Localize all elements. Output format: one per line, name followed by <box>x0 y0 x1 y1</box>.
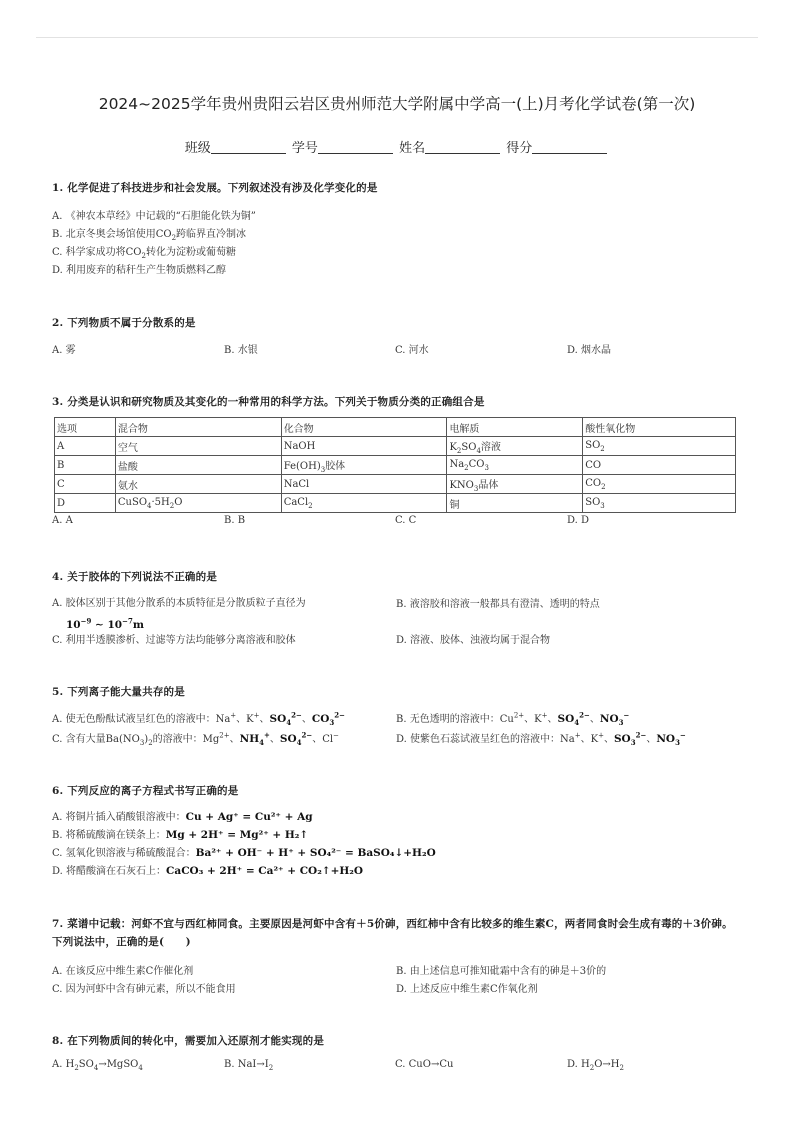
table-cell: $KNO_3$晶体 <box>447 475 583 494</box>
question-4-stem: 4. 关于胶体的下列说法不正确的是 <box>52 571 218 583</box>
question-8-stem: 8. 在下列物质间的转化中，需要加入还原剂才能实现的是 <box>52 1035 325 1047</box>
number-label: 学号 <box>291 141 318 156</box>
question-8-option-d[interactable]: D. $H_2O\to H_2$ <box>567 1059 624 1072</box>
question-3-option-b[interactable]: B. B <box>224 515 246 526</box>
question-2-option-b[interactable]: B. 水银 <box>224 345 258 356</box>
question-8-option-b[interactable]: B. $NaI\to I_2$ <box>224 1059 274 1072</box>
question-8-option-a[interactable]: A. $H_2SO_4\to MgSO_4$ <box>52 1059 143 1072</box>
score-label: 得分 <box>506 141 533 156</box>
question-2-option-d[interactable]: D. 烟水晶 <box>567 345 612 356</box>
question-7-option-b[interactable]: B. 由上述信息可推知砒霜中含有的砷是＋3价的 <box>396 966 607 977</box>
question-3-option-c[interactable]: C. C <box>395 515 417 526</box>
table-cell: $SO_2$ <box>583 437 736 456</box>
table-cell: CaCl$_2$ <box>281 494 447 513</box>
question-3-stem: 3. 分类是认识和研究物质及其变化的一种常用的科学方法。下列关于物质分类的正确组合是 <box>52 396 485 408</box>
question-6-option-c[interactable]: C. 氢氧化钡溶液与稀硫酸混合：Ba²⁺ + OH⁻ + H⁺ + SO₄²⁻ = BaSO₄↓+H₂O <box>52 847 436 859</box>
student-info-line <box>0 137 794 156</box>
table-row <box>55 456 736 475</box>
question-2-option-c[interactable]: C. 河水 <box>395 345 429 356</box>
name-label: 姓名 <box>399 141 426 156</box>
question-6-option-a[interactable]: A. 将铜片插入硝酸银溶液中：Cu + Ag⁺ = Cu²⁺ + Ag <box>52 811 313 823</box>
class-blank[interactable] <box>211 140 286 154</box>
table-cell: 盐酸 <box>115 456 281 475</box>
question-5-stem: 5. 下列离子能大量共存的是 <box>52 686 185 698</box>
table-cell: NaOH <box>281 437 447 456</box>
question-5-option-a[interactable]: A. 使无色酚酞试液呈红色的溶液中：Na+、K+、$SO_4^{2-}$、$CO_3^{2-}$ <box>52 710 346 728</box>
table-cell: $Fe(OH)_3$胶体 <box>281 456 447 475</box>
question-5-option-b[interactable]: B. 无色透明的溶液中：$Cu^{2+}$、K+、$SO_4^{2-}$、$NO_3^-$ <box>396 710 630 728</box>
question-1-option-d[interactable]: D. 利用废弃的秸秆生产生物质燃料乙醇 <box>52 265 227 276</box>
table-header-cell: 酸性氧化物 <box>583 418 736 437</box>
header-divider <box>36 37 758 38</box>
table-cell: 铜 <box>447 494 583 513</box>
question-4-option-d[interactable]: D. 溶液、胶体、浊液均属于混合物 <box>396 635 551 646</box>
table-header-cell: 化合物 <box>281 418 447 437</box>
table-cell: CO <box>583 456 736 475</box>
table-header-cell: 混合物 <box>115 418 281 437</box>
name-blank[interactable] <box>425 140 500 154</box>
table-cell: B <box>55 456 116 475</box>
table-row <box>55 475 736 494</box>
question-5-option-c[interactable]: C. 含有大量$Ba(NO_3)_2$的溶液中：$Mg^{2+}$、$NH_4^+$、$SO_4^{2-}$、Cl− <box>52 730 339 748</box>
question-4-option-c[interactable]: C. 利用半透膜渗析、过滤等方法均能够分离溶液和胶体 <box>52 635 296 646</box>
table-cell: 空气 <box>115 437 281 456</box>
question-7-stem: 7. 菜谱中记载：河虾不宜与西红柿同食。主要原因是河虾中含有＋5价砷，西红柿中含有比较多的维生素C，两者同食时会生成有毒的＋3价砷。下列说法中，正确的是( ) <box>52 918 733 948</box>
table-cell: $CO_2$ <box>583 475 736 494</box>
question-7-option-a[interactable]: A. 在该反应中维生素C作催化剂 <box>52 966 194 977</box>
classification-table <box>54 417 736 513</box>
table-cell: 氨水 <box>115 475 281 494</box>
question-3-option-d[interactable]: D. D <box>567 515 590 526</box>
question-4-option-a[interactable]: A. 胶体区别于其他分散系的本质特征是分散质粒子直径为 $10^{-9}$ ∼ $10^{-7}m$ <box>52 598 306 631</box>
table-cell: A <box>55 437 116 456</box>
table-row <box>55 437 736 456</box>
question-2-option-a[interactable]: A. 雾 <box>52 345 76 356</box>
question-8-option-c[interactable]: C. CuO→Cu <box>395 1059 454 1070</box>
question-4-option-b[interactable]: B. 液溶胶和溶液一般都具有澄清、透明的特点 <box>396 599 600 610</box>
table-header-cell: 选项 <box>55 418 116 437</box>
table-cell: $SO_3$ <box>583 494 736 513</box>
question-5-option-d[interactable]: D. 使紫色石蕊试液呈红色的溶液中：Na+、K+、$SO_3^{2-}$、$NO_3^-$ <box>396 730 686 748</box>
table-cell: $CuSO_4\cdot 5H_2O$ <box>115 494 281 513</box>
table-cell: $Na_2CO_3$ <box>447 456 583 475</box>
table-cell: $K_2SO_4$溶液 <box>447 437 583 456</box>
question-1-option-b[interactable]: B. 北京冬奥会场馆使用$CO_2$跨临界直冷制冰 <box>52 229 247 242</box>
table-row <box>55 494 736 513</box>
question-3-option-a[interactable]: A. A <box>52 515 73 526</box>
question-6-option-d[interactable]: D. 将醋酸滴在石灰石上：CaCO₃ + 2H⁺ = Ca²⁺ + CO₂↑+H₂O <box>52 865 364 877</box>
question-1-option-c[interactable]: C. 科学家成功将$CO_2$转化为淀粉或葡萄糖 <box>52 247 236 260</box>
question-1-stem: 1. 化学促进了科技进步和社会发展。下列叙述没有涉及化学变化的是 <box>52 182 378 194</box>
table-cell: NaCl <box>281 475 447 494</box>
question-7-option-c[interactable]: C. 因为河虾中含有砷元素，所以不能食用 <box>52 984 236 995</box>
question-7-option-d[interactable]: D. 上述反应中维生素C作氧化剂 <box>396 984 538 995</box>
question-1-option-a[interactable]: A. 《神农本草经》中记载的“石胆能化铁为铜” <box>52 211 256 222</box>
score-blank[interactable] <box>532 140 607 154</box>
table-cell: C <box>55 475 116 494</box>
page-title: 2024~2025学年贵州贵阳云岩区贵州师范大学附属中学高一(上)月考化学试卷(第一次) <box>98 95 696 113</box>
question-6-option-b[interactable]: B. 将稀硫酸滴在镁条上：Mg + 2H⁺ = Mg²⁺ + H₂↑ <box>52 829 309 841</box>
table-header-row <box>55 418 736 437</box>
table-cell: D <box>55 494 116 513</box>
number-blank[interactable] <box>318 140 393 154</box>
question-2-stem: 2. 下列物质不属于分散系的是 <box>52 317 196 329</box>
question-6-stem: 6. 下列反应的离子方程式书写正确的是 <box>52 785 239 797</box>
class-label: 班级 <box>184 141 211 156</box>
table-header-cell: 电解质 <box>447 418 583 437</box>
